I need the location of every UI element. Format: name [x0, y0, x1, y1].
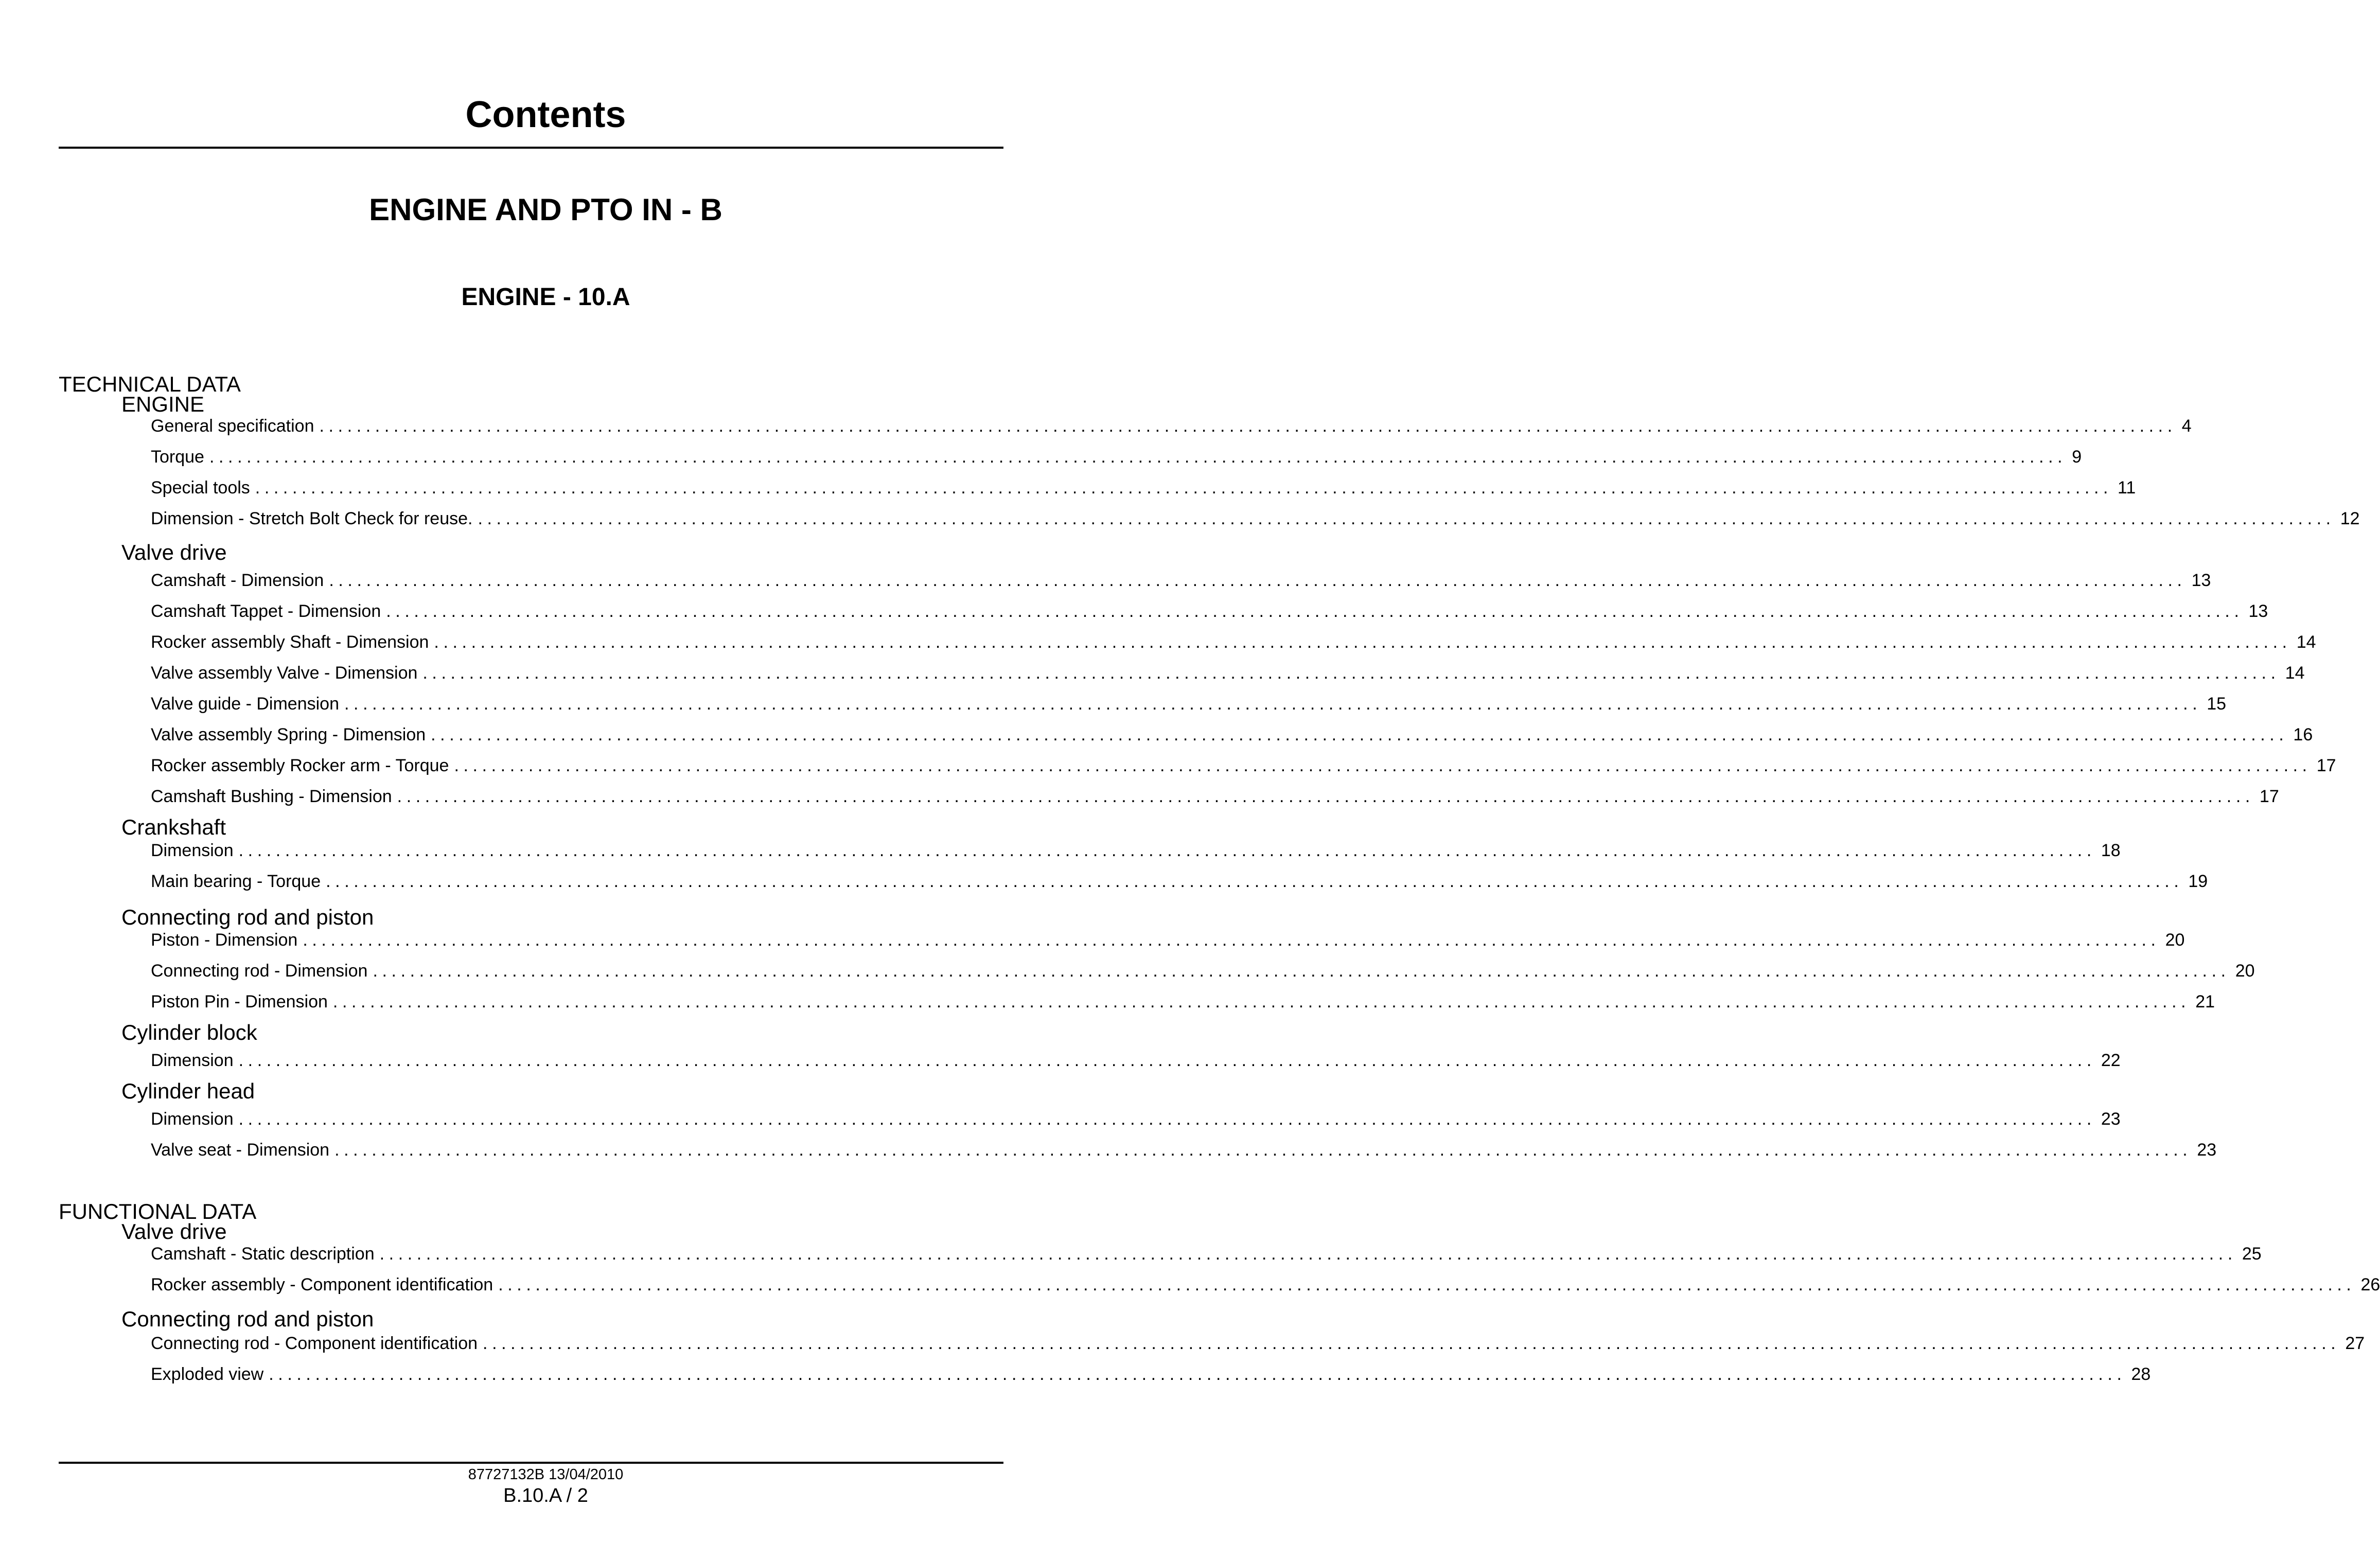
dot-leader: ........................................................................................................................................................................................................ — [209, 447, 2067, 467]
toc-entry-label: General specification — [151, 416, 314, 436]
section-title: ENGINE AND PTO IN - B — [369, 192, 722, 227]
toc-entry-page-number: 21 — [2195, 992, 2215, 1012]
dot-leader: ........................................................................................................................................................................................................ — [329, 571, 2187, 590]
toc-entry-label: Rocker assembly Rocker arm - Torque — [151, 756, 449, 775]
toc-entry-label: Camshaft - Static description — [151, 1244, 375, 1264]
toc-entry[interactable] — [151, 446, 2082, 468]
toc-entry[interactable] — [151, 723, 2313, 746]
toc-entry[interactable] — [151, 1243, 2262, 1265]
toc-entry-page-number: 18 — [2101, 841, 2121, 860]
toc-entry[interactable] — [151, 990, 2215, 1013]
toc-entry[interactable] — [151, 1139, 2217, 1161]
toc-group-heading: Connecting rod and piston — [121, 905, 374, 929]
toc-entry-page-number: 13 — [2248, 601, 2268, 621]
toc-entry-label: Camshaft Tappet - Dimension — [151, 601, 381, 621]
dot-leader: ........................................................................................................................................................................................................ — [379, 1244, 2237, 1264]
toc-entry-page-number: 26 — [2360, 1275, 2380, 1294]
toc-entry-page-number: 13 — [2191, 571, 2211, 590]
toc-entry-page-number: 9 — [2072, 447, 2082, 467]
toc-entry-label: Torque — [151, 447, 204, 467]
toc-group-heading: Valve drive — [121, 1219, 227, 1244]
toc-entry[interactable] — [151, 785, 2279, 808]
toc-entry-label: Valve assembly Spring - Dimension — [151, 725, 426, 744]
toc-group-heading: Connecting rod and piston — [121, 1307, 374, 1331]
dot-leader: ........................................................................................................................................................................................................ — [454, 756, 2312, 775]
toc-entry-page-number: 22 — [2101, 1051, 2121, 1070]
dot-leader: ........................................................................................................................................................................................................ — [344, 694, 2202, 714]
dot-leader: ........................................................................................................................................................................................................ — [332, 992, 2191, 1012]
toc-entry[interactable] — [151, 693, 2227, 715]
dot-leader: ........................................................................................................................................................................................................ — [431, 725, 2288, 744]
toc-entry-page-number: 20 — [2235, 961, 2255, 981]
toc-entry[interactable] — [151, 569, 2211, 592]
toc-entry-page-number: 27 — [2345, 1334, 2365, 1353]
toc-entry-label: Camshaft Bushing - Dimension — [151, 787, 392, 806]
toc-entry-page-number: 17 — [2259, 787, 2279, 806]
toc-entry-label: Piston Pin - Dimension — [151, 992, 328, 1012]
dot-leader: ........................................................................................................................................................................................................ — [238, 841, 2096, 860]
toc-entry-page-number: 16 — [2293, 725, 2313, 744]
page-title: Contents — [465, 94, 626, 135]
toc-entry-label: Rocker assembly - Component identification — [151, 1275, 493, 1294]
toc-entry-label: Connecting rod - Component identification — [151, 1334, 478, 1353]
toc-entry-label: Dimension - Stretch Bolt Check for reuse. — [151, 509, 473, 528]
toc-entry-label: Main bearing - Torque — [151, 872, 321, 891]
toc-entry-label: Special tools — [151, 478, 250, 498]
toc-entry-label: Camshaft - Dimension — [151, 571, 324, 590]
toc-entry[interactable] — [151, 1332, 2365, 1355]
toc-entry-page-number: 4 — [2181, 416, 2192, 436]
dot-leader: ........................................................................................................................................................................................................ — [326, 872, 2183, 891]
toc-section-heading: FUNCTIONAL DATA — [59, 1199, 257, 1223]
toc-entry-page-number: 19 — [2188, 872, 2208, 891]
dot-leader: ........................................................................................................................................................................................................ — [269, 1364, 2126, 1384]
toc-entry-page-number: 23 — [2101, 1109, 2121, 1129]
toc-entry[interactable] — [151, 1273, 2380, 1296]
toc-entry[interactable] — [151, 662, 2305, 684]
footer-page-ref: B.10.A / 2 — [503, 1485, 588, 1506]
footer-doc-code: 87727132B 13/04/2010 — [468, 1466, 624, 1483]
toc-group-heading: Crankshaft — [121, 815, 226, 839]
toc-group-heading: Cylinder head — [121, 1079, 255, 1103]
dot-leader: ........................................................................................................................................................................................................ — [255, 478, 2113, 498]
dot-leader: ........................................................................................................................................................................................................ — [434, 632, 2291, 652]
dot-leader: ........................................................................................................................................................................................................ — [303, 930, 2160, 950]
toc-group-heading: ENGINE — [121, 392, 205, 416]
dot-leader: ........................................................................................................................................................................................................ — [397, 787, 2254, 806]
toc-entry-page-number: 14 — [2296, 632, 2316, 652]
dot-leader: ........................................................................................................................................................................................................ — [386, 601, 2244, 621]
toc-entry-label: Piston - Dimension — [151, 930, 298, 950]
toc-entry[interactable] — [151, 476, 2136, 499]
toc-entry-page-number: 17 — [2316, 756, 2336, 775]
dot-leader: ........................................................................................................................................................................................................ — [334, 1140, 2192, 1160]
toc-entry-page-number: 11 — [2118, 478, 2136, 498]
toc-entry-page-number: 23 — [2197, 1140, 2217, 1160]
toc-entry[interactable] — [151, 929, 2185, 951]
toc-entry-label: Exploded view — [151, 1364, 264, 1384]
toc-entry-label: Dimension — [151, 1051, 234, 1070]
toc-entry-page-number: 25 — [2242, 1244, 2262, 1264]
toc-entry-page-number: 28 — [2131, 1364, 2151, 1384]
toc-entry[interactable] — [151, 754, 2336, 777]
toc-entry-label: Dimension — [151, 1109, 234, 1129]
toc-group-heading: Valve drive — [121, 540, 227, 564]
toc-entry[interactable] — [151, 600, 2268, 623]
dot-leader: ........................................................................................................................................................................................................ — [422, 663, 2280, 683]
toc-section-heading: TECHNICAL DATA — [59, 372, 241, 396]
toc-entry-label: Rocker assembly Shaft - Dimension — [151, 632, 429, 652]
toc-entry[interactable] — [151, 839, 2121, 862]
dot-leader: ........................................................................................................................................................................................................ — [238, 1051, 2096, 1070]
toc-entry-label: Valve assembly Valve - Dimension — [151, 663, 418, 683]
toc-entry[interactable] — [151, 870, 2208, 893]
toc-entry-label: Connecting rod - Dimension — [151, 961, 368, 981]
toc-entry-label: Valve guide - Dimension — [151, 694, 339, 714]
toc-entry-page-number: 20 — [2165, 930, 2185, 950]
toc-entry-label: Valve seat - Dimension — [151, 1140, 330, 1160]
toc-entry[interactable] — [151, 1049, 2121, 1072]
toc-entry[interactable] — [151, 1108, 2121, 1130]
footer-rule — [59, 1462, 1003, 1464]
toc-entry-label: Dimension — [151, 841, 234, 860]
toc-entry-page-number: 12 — [2340, 509, 2360, 528]
dot-leader: ........................................................................................................................................................................................................ — [319, 416, 2177, 436]
toc-entry[interactable] — [151, 960, 2255, 982]
dot-leader: ........................................................................................................................................................................................................ — [478, 509, 2335, 528]
header-rule — [59, 147, 1003, 149]
toc-group-heading: Cylinder block — [121, 1020, 257, 1044]
toc-entry[interactable] — [151, 631, 2316, 653]
dot-leader: ........................................................................................................................................................................................................ — [498, 1275, 2356, 1294]
toc-entry-page-number: 15 — [2207, 694, 2227, 714]
subsection-title: ENGINE - 10.A — [461, 283, 630, 311]
toc-entry[interactable] — [151, 1363, 2151, 1386]
toc-entry[interactable] — [151, 415, 2192, 437]
toc-entry-page-number: 14 — [2285, 663, 2305, 683]
dot-leader: ........................................................................................................................................................................................................ — [238, 1109, 2096, 1129]
toc-entry[interactable] — [151, 507, 2360, 530]
dot-leader: ........................................................................................................................................................................................................ — [483, 1334, 2340, 1353]
dot-leader: ........................................................................................................................................................................................................ — [373, 961, 2230, 981]
